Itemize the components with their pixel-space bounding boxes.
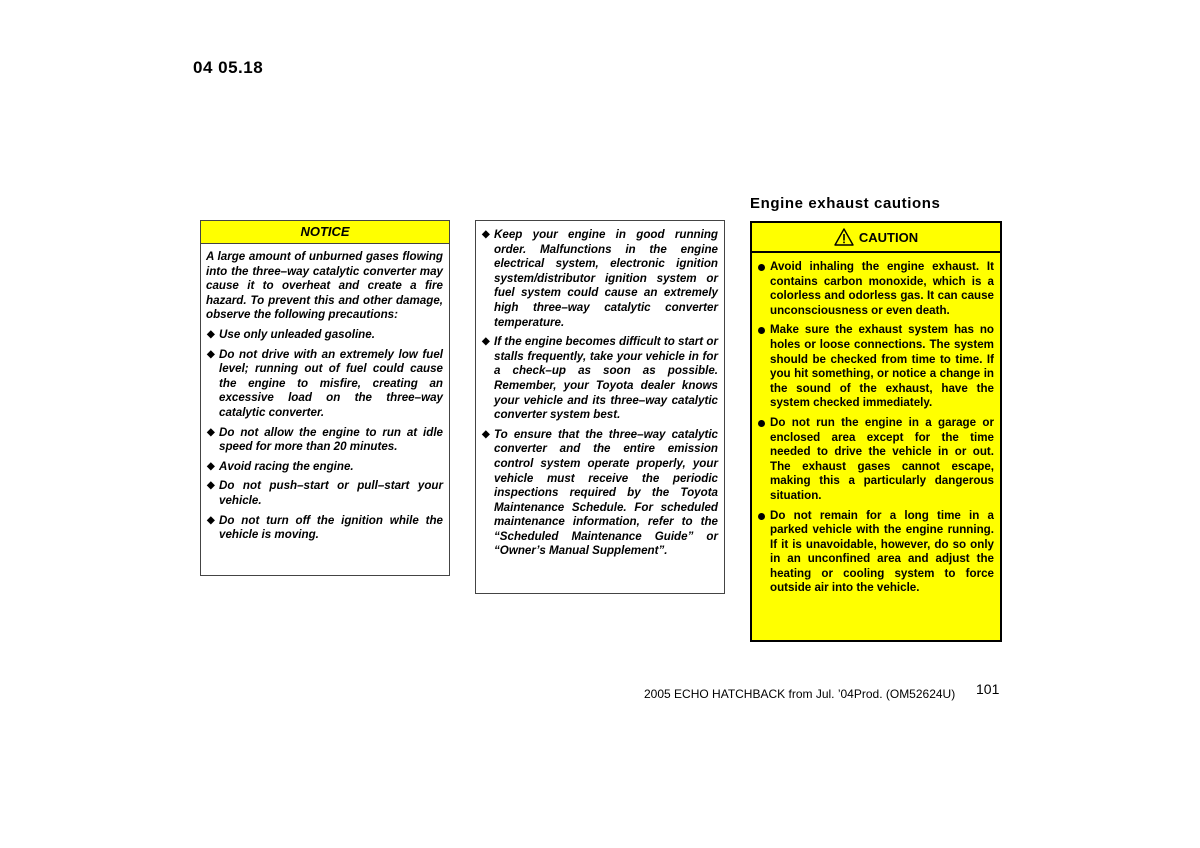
bullet-dot-icon xyxy=(758,420,765,427)
footer-edition: 2005 ECHO HATCHBACK from Jul. ’04Prod. (OM52624U) xyxy=(644,687,956,701)
caution-header xyxy=(752,223,1000,253)
caution-item-text: Avoid inhaling the engine exhaust. It contains carbon monoxide, which is a colorless and odorless gas. It can cause unconsciousness or even death. xyxy=(770,260,994,317)
notice-list xyxy=(206,328,443,543)
diamond-bullet-icon: ◆ xyxy=(482,428,490,440)
notice-item xyxy=(481,335,718,423)
caution-item xyxy=(756,509,994,597)
notice-item xyxy=(206,514,443,543)
caution-title: CAUTION xyxy=(858,229,919,245)
diamond-bullet-icon: ◆ xyxy=(207,460,215,472)
bullet-dot-icon xyxy=(758,513,765,520)
caution-item xyxy=(756,323,994,411)
notice-title: NOTICE xyxy=(201,221,449,244)
notice-intro: A large amount of unburned gases flowing into the three–way catalytic converter may cause it to overheat and create a fire hazard. To prevent this and other damage, observe the following precautions: xyxy=(206,250,443,322)
notice-item xyxy=(481,428,718,559)
notice-item-text: Do not turn off the ignition while the vehicle is moving. xyxy=(219,513,443,542)
diamond-bullet-icon: ◆ xyxy=(207,348,215,360)
notice-item-text: Use only unleaded gasoline. xyxy=(219,327,375,341)
notice-item-text: Avoid racing the engine. xyxy=(219,459,354,473)
diamond-bullet-icon: ◆ xyxy=(207,480,215,492)
notice-item xyxy=(206,460,443,475)
notice-item-text: Do not drive with an extremely low fuel level; running out of fuel could cause the engine to misfire, creating an excessive load on the three–way catalytic converter. xyxy=(219,347,443,419)
caution-item xyxy=(756,260,994,318)
notice-item xyxy=(481,228,718,330)
notice-continued-box xyxy=(475,220,725,594)
page-number: 101 xyxy=(976,681,1000,697)
diamond-bullet-icon: ◆ xyxy=(207,426,215,438)
notice-item xyxy=(206,426,443,455)
notice-item-text: Keep your engine in good running order. Malfunctions in the engine electrical system, electronic ignition system/distributor ignition system or fuel system could cause an extremely high three–way catalytic converter temperature. xyxy=(494,228,718,329)
warning-triangle-icon xyxy=(834,228,854,246)
caution-item-text: Do not remain for a long time in a parked vehicle with the engine running. If it is unavoidable, however, do so only in an unconfined area and adjust the heating or cooling system to force outside air into the vehicle. xyxy=(770,508,994,595)
notice-item xyxy=(206,328,443,343)
diamond-bullet-icon: ◆ xyxy=(207,328,215,340)
bullet-dot-icon xyxy=(758,264,765,271)
section-title: Engine exhaust cautions xyxy=(750,195,941,212)
notice-item-text: To ensure that the three–way catalytic converter and the entire emission control system operate properly, your vehicle must receive the periodic inspections required by the Toyota Maintenance Schedule. For scheduled maintenance information, refer to the “Scheduled Maintenance Guide” or “Owner’s Manual Supplement”. xyxy=(494,427,718,558)
notice-item-text: Do not push–start or pull–start your vehicle. xyxy=(219,479,443,507)
caution-item xyxy=(756,416,994,504)
notice-item-text: Do not allow the engine to run at idle speed for more than 20 minutes. xyxy=(219,425,443,454)
caution-box xyxy=(750,221,1002,642)
date-code: 04 05.18 xyxy=(193,58,264,77)
diamond-bullet-icon: ◆ xyxy=(482,229,490,240)
caution-body xyxy=(752,253,1000,596)
notice-continued-list xyxy=(481,228,718,559)
notice-item xyxy=(206,479,443,508)
caution-item-text: Do not run the engine in a garage or enclosed area except for the time needed to drive the vehicle in or out. The exhaust gases cannot escape, making this a particularly dangerous situation. xyxy=(770,415,994,502)
diamond-bullet-icon: ◆ xyxy=(482,336,490,348)
notice-box xyxy=(200,220,450,576)
notice-continued-body xyxy=(476,221,724,559)
notice-item xyxy=(206,348,443,421)
notice-item-text: If the engine becomes difficult to start or stalls frequently, take your vehicle in for a check–up as soon as possible. Remember, your Toyota dealer knows your vehicle and its three–way catalytic converter system best. xyxy=(494,335,718,422)
diamond-bullet-icon: ◆ xyxy=(207,514,215,526)
caution-list xyxy=(756,260,994,596)
notice-body xyxy=(201,244,449,543)
bullet-dot-icon xyxy=(758,327,765,334)
caution-item-text: Make sure the exhaust system has no holes or loose connections. The system should be checked from time to time. If you hit something, or notice a change in the sound of the exhaust, have the system checked immediately. xyxy=(770,323,994,410)
